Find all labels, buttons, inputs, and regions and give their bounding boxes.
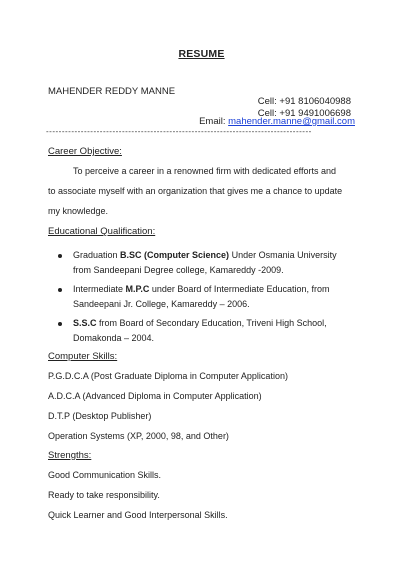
strength-item-3: Quick Learner and Good Interpersonal Skills.: [48, 510, 228, 520]
bullet-icon: [58, 254, 62, 258]
cell-number-1: Cell: +91 8106040988: [257, 96, 351, 107]
career-line-1: To perceive a career in a renowned firm with dedicated efforts and: [73, 166, 336, 176]
education-item-3-line2: Domakonda – 2004.: [73, 333, 155, 343]
skill-item-3: D.T.P (Desktop Publisher): [48, 411, 152, 421]
computer-skills-heading: Computer Skills:: [48, 351, 118, 362]
education-item-1-line2: from Sandeepani Degree college, Kamareddy -2009.: [73, 265, 284, 275]
bullet-icon: [58, 322, 62, 326]
cell-number-2: Cell: +91 9491006698: [257, 108, 351, 119]
education-item-2: Intermediate M.P.C under Board of Intermediate Education, from: [73, 284, 330, 294]
skill-item-1: P.G.D.C.A (Post Graduate Diploma in Computer Application): [48, 371, 288, 381]
candidate-name: MAHENDER REDDY MANNE: [48, 86, 176, 97]
career-objective-heading: Career Objective:: [48, 146, 122, 157]
education-item-2-line2: Sandeepani Jr. College, Kamareddy – 2006.: [73, 299, 250, 309]
page-title: RESUME: [178, 48, 225, 60]
career-line-2: to associate myself with an organization that gives me a chance to update: [48, 186, 343, 196]
skill-item-4: Operation Systems (XP, 2000, 98, and Other): [48, 431, 229, 441]
education-heading: Educational Qualification:: [48, 226, 156, 237]
email-label: Email:: [199, 116, 226, 127]
education-item-3: S.S.C from Board of Secondary Education, Triveni High School,: [73, 318, 327, 328]
strengths-heading: Strengths:: [48, 450, 92, 461]
bullet-icon: [58, 288, 62, 292]
email-line: [199, 116, 355, 127]
career-line-3: my knowledge.: [48, 206, 109, 216]
strength-item-1: Good Communication Skills.: [48, 470, 162, 480]
email-link[interactable]: mahender.manne@gmail.com: [228, 116, 355, 127]
dashed-divider: ------------------------------------------------------------------------------------: [46, 127, 312, 136]
education-item-1: Graduation B.SC (Computer Science) Under Osmania University: [73, 250, 337, 260]
strength-item-2: Ready to take responsibility.: [48, 490, 160, 500]
skill-item-2: A.D.C.A (Advanced Diploma in Computer Application): [48, 391, 262, 401]
